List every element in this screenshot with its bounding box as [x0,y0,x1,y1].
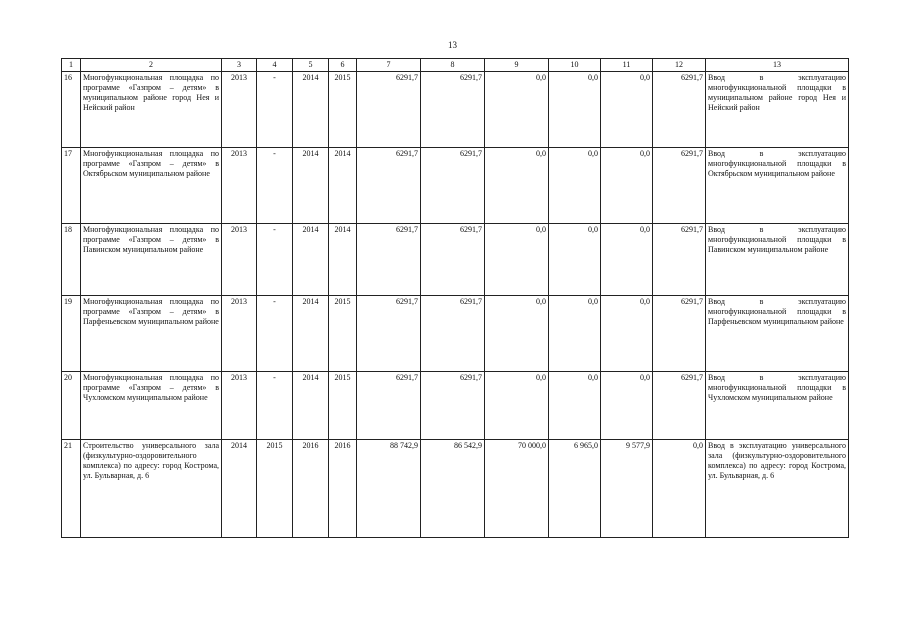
column-header: 2 [81,59,222,72]
year-cell: 2014 [329,148,357,224]
result-cell: Ввод в эксплуатацию многофункциональной площадки в Чухломском муниципальном районе [706,372,849,440]
object-name: Многофункциональная площадка по программе «Газпром – детям» в муниципальном районе город Нея и Нейский район [81,72,222,148]
result-cell: Ввод в эксплуатацию многофункциональной площадки в Парфеньевском муниципальном районе [706,296,849,372]
year-cell: 2013 [222,296,257,372]
amount-cell: 6291,7 [357,372,421,440]
year-cell: - [257,296,293,372]
amount-cell: 0,0 [601,296,653,372]
amount-cell: 9 577,9 [601,440,653,538]
table-row [62,148,849,224]
amount-cell: 6291,7 [653,224,706,296]
year-cell: 2015 [329,72,357,148]
amount-cell: 0,0 [653,440,706,538]
year-cell: 2016 [293,440,329,538]
amount-cell: 6291,7 [653,72,706,148]
result-cell: Ввод в эксплуатацию многофункциональной площадки в Павинском муниципальном районе [706,224,849,296]
year-cell: 2013 [222,372,257,440]
row-number: 20 [62,372,81,440]
amount-cell: 6291,7 [421,72,485,148]
column-header: 10 [549,59,601,72]
column-header: 7 [357,59,421,72]
amount-cell: 0,0 [485,72,549,148]
amount-cell: 6291,7 [653,372,706,440]
column-header: 4 [257,59,293,72]
amount-cell: 6291,7 [421,224,485,296]
header-row [62,59,849,72]
result-cell: Ввод в эксплуатацию многофункциональной площадки в муниципальном районе город Нея и Нейский район [706,72,849,148]
column-header: 11 [601,59,653,72]
object-name: Многофункциональная площадка по программе «Газпром – детям» в Октябрьском муниципальном районе [81,148,222,224]
amount-cell: 0,0 [485,224,549,296]
amount-cell: 6291,7 [653,296,706,372]
year-cell: 2015 [329,372,357,440]
column-header: 3 [222,59,257,72]
amount-cell: 0,0 [549,296,601,372]
object-name: Многофункциональная площадка по программе «Газпром – детям» в Павинском муниципальном районе [81,224,222,296]
amount-cell: 0,0 [601,72,653,148]
amount-cell: 0,0 [601,148,653,224]
row-number: 21 [62,440,81,538]
year-cell: 2013 [222,148,257,224]
table-row [62,296,849,372]
result-cell: Ввод в эксплуатацию многофункциональной площадки в Октябрьском муниципальном районе [706,148,849,224]
amount-cell: 0,0 [601,372,653,440]
amount-cell: 0,0 [485,372,549,440]
table-row [62,224,849,296]
amount-cell: 6291,7 [421,372,485,440]
year-cell: - [257,148,293,224]
object-name: Многофункциональная площадка по программе «Газпром – детям» в Чухломском муниципальном районе [81,372,222,440]
table-row [62,440,849,538]
row-number: 19 [62,296,81,372]
year-cell: 2015 [257,440,293,538]
column-header: 12 [653,59,706,72]
amount-cell: 6 965,0 [549,440,601,538]
amount-cell: 0,0 [601,224,653,296]
year-cell: - [257,72,293,148]
column-header: 9 [485,59,549,72]
year-cell: 2016 [329,440,357,538]
amount-cell: 0,0 [549,72,601,148]
amount-cell: 0,0 [549,372,601,440]
year-cell: - [257,224,293,296]
table-row [62,72,849,148]
year-cell: 2014 [329,224,357,296]
result-cell: Ввод в эксплуатацию универсального зала (физкультурно-оздоровительного комплекса) по адресу: город Кострома, ул. Бульварная, д. 6 [706,440,849,538]
table-row [62,372,849,440]
amount-cell: 0,0 [485,296,549,372]
column-header: 8 [421,59,485,72]
row-number: 17 [62,148,81,224]
column-header: 1 [62,59,81,72]
row-number: 18 [62,224,81,296]
amount-cell: 88 742,9 [357,440,421,538]
amount-cell: 6291,7 [357,296,421,372]
year-cell: 2015 [329,296,357,372]
year-cell: - [257,372,293,440]
amount-cell: 6291,7 [421,148,485,224]
amount-cell: 6291,7 [357,224,421,296]
amount-cell: 6291,7 [421,296,485,372]
year-cell: 2014 [222,440,257,538]
amount-cell: 6291,7 [357,72,421,148]
row-number: 16 [62,72,81,148]
data-table [61,58,849,538]
column-header: 13 [706,59,849,72]
year-cell: 2014 [293,72,329,148]
amount-cell: 86 542,9 [421,440,485,538]
column-header: 5 [293,59,329,72]
year-cell: 2013 [222,72,257,148]
year-cell: 2013 [222,224,257,296]
column-header: 6 [329,59,357,72]
year-cell: 2014 [293,296,329,372]
amount-cell: 0,0 [485,148,549,224]
object-name: Многофункциональная площадка по программе «Газпром – детям» в Парфеньевском муниципальном районе [81,296,222,372]
amount-cell: 6291,7 [653,148,706,224]
year-cell: 2014 [293,372,329,440]
amount-cell: 70 000,0 [485,440,549,538]
year-cell: 2014 [293,224,329,296]
amount-cell: 0,0 [549,224,601,296]
page-number: 13 [448,40,457,50]
amount-cell: 0,0 [549,148,601,224]
year-cell: 2014 [293,148,329,224]
amount-cell: 6291,7 [357,148,421,224]
object-name: Строительство универсального зала (физкультурно-оздоровительного комплекса) по адресу: город Кострома, ул. Бульварная, д. 6 [81,440,222,538]
